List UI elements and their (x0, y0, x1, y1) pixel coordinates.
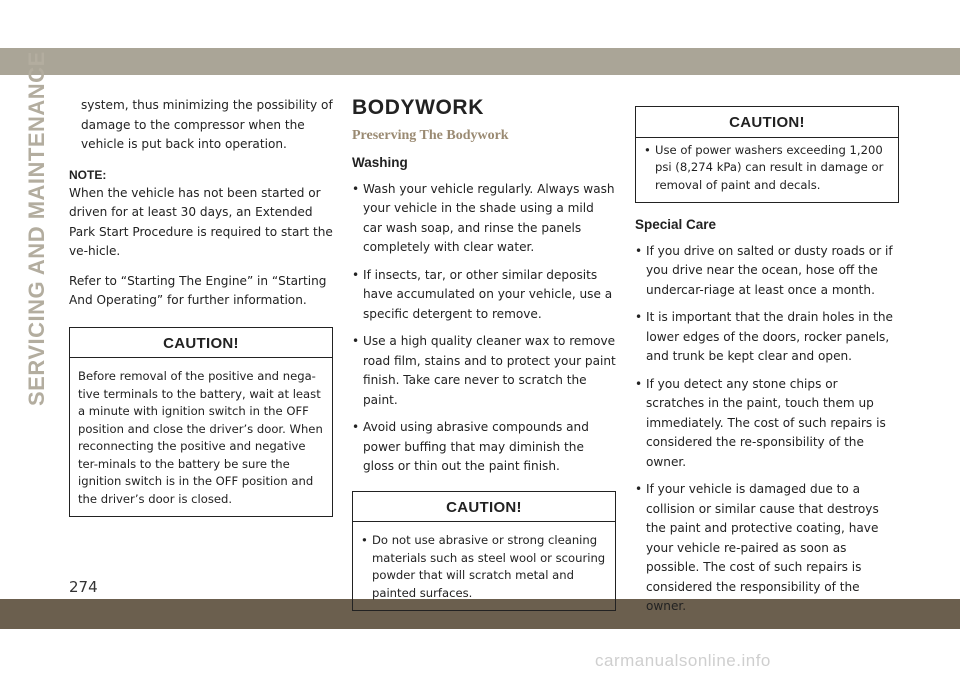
list-item: • It is important that the drain holes in the lower edges of the doors, rocker panels, and trunk be kept clear and open. (635, 310, 894, 363)
caution-text: Before removal of the positive and nega-tive terminals to the battery, wait at least a minute with ignition switch in the OFF position and close the driver’s door. When reconnecting the positive and negative ter-minals to the battery be sure the ignition switch is in the OFF position and the driver’s door is closed. (78, 369, 323, 506)
column-right (635, 106, 899, 625)
list-item: • Use a high quality cleaner wax to remove road film, stains and to protect your paint finish. Take care never to scratch the paint. (352, 334, 616, 407)
list-item: • Avoid using abrasive compounds and power buffing that may diminish the gloss or thin out the paint finish. (352, 420, 589, 473)
list-item: • Wash your vehicle regularly. Always wash your vehicle in the shade using a mild car wash soap, and rinse the panels completely with clear water. (352, 181, 615, 254)
caution-title: CAUTION! (70, 328, 332, 359)
list-item: • If you drive on salted or dusty roads or if you drive near the ocean, hose off the undercar-riage at least once a month. (635, 243, 893, 297)
washing-list (352, 180, 616, 477)
list-item: • If you detect any stone chips or scratches in the paint, touch them up immediately. The cost of such repairs is considered the re-sponsibility of the owner. (635, 376, 886, 469)
list-item: • If your vehicle is damaged due to a collision or similar cause that destroys the paint and protective coating, have your vehicle re-paired as soon as possible. The cost of such repairs is considered the responsibility of the owner. (635, 482, 879, 613)
caution-content (636, 138, 898, 203)
note-label: NOTE: (69, 167, 107, 182)
column-middle (352, 96, 616, 611)
caution-box-abrasive (352, 491, 616, 612)
caution-box-battery (69, 327, 333, 518)
refer-paragraph: Refer to “Starting The Engine” in “Starting And Operating” for further information. (69, 273, 327, 307)
note-text: When the vehicle has not been started or driven for at least 30 days, an Extended Park Start Procedure is required to start the ve-hicle. (69, 185, 333, 258)
column-left (69, 96, 333, 517)
page-number: 274 (69, 578, 98, 596)
special-care-list (635, 242, 899, 617)
caution-title: CAUTION! (353, 492, 615, 523)
caution-content (353, 522, 615, 610)
subheading-preserving: Preserving The Bodywork (352, 127, 509, 143)
heading-bodywork: BODYWORK (352, 96, 484, 119)
intro-paragraph: system, thus minimizing the possibility of damage to the compressor when the vehicle is put back into operation. (81, 98, 333, 151)
heading-washing: Washing (352, 155, 408, 170)
heading-special-care: Special Care (635, 217, 717, 232)
header-band (0, 48, 960, 75)
list-item: • If insects, tar, or other similar deposits have accumulated on your vehicle, use a specific detergent to remove. (352, 267, 613, 321)
section-title-text: SERVICING AND MAINTENANCE (24, 51, 49, 406)
list-item: • Use of power washers exceeding 1,200 psi (8,274 kPa) can result in damage or removal of paint and decals. (644, 142, 884, 192)
watermark-text: carmanualsonline.info (595, 651, 771, 670)
list-item: • Do not use abrasive or strong cleaning materials such as steel wool or scouring powder that will scratch metal and painted surfaces. (361, 533, 606, 600)
caution-title: CAUTION! (636, 107, 898, 138)
section-title-vertical (24, 51, 50, 406)
caution-box-power-washer (635, 106, 899, 203)
